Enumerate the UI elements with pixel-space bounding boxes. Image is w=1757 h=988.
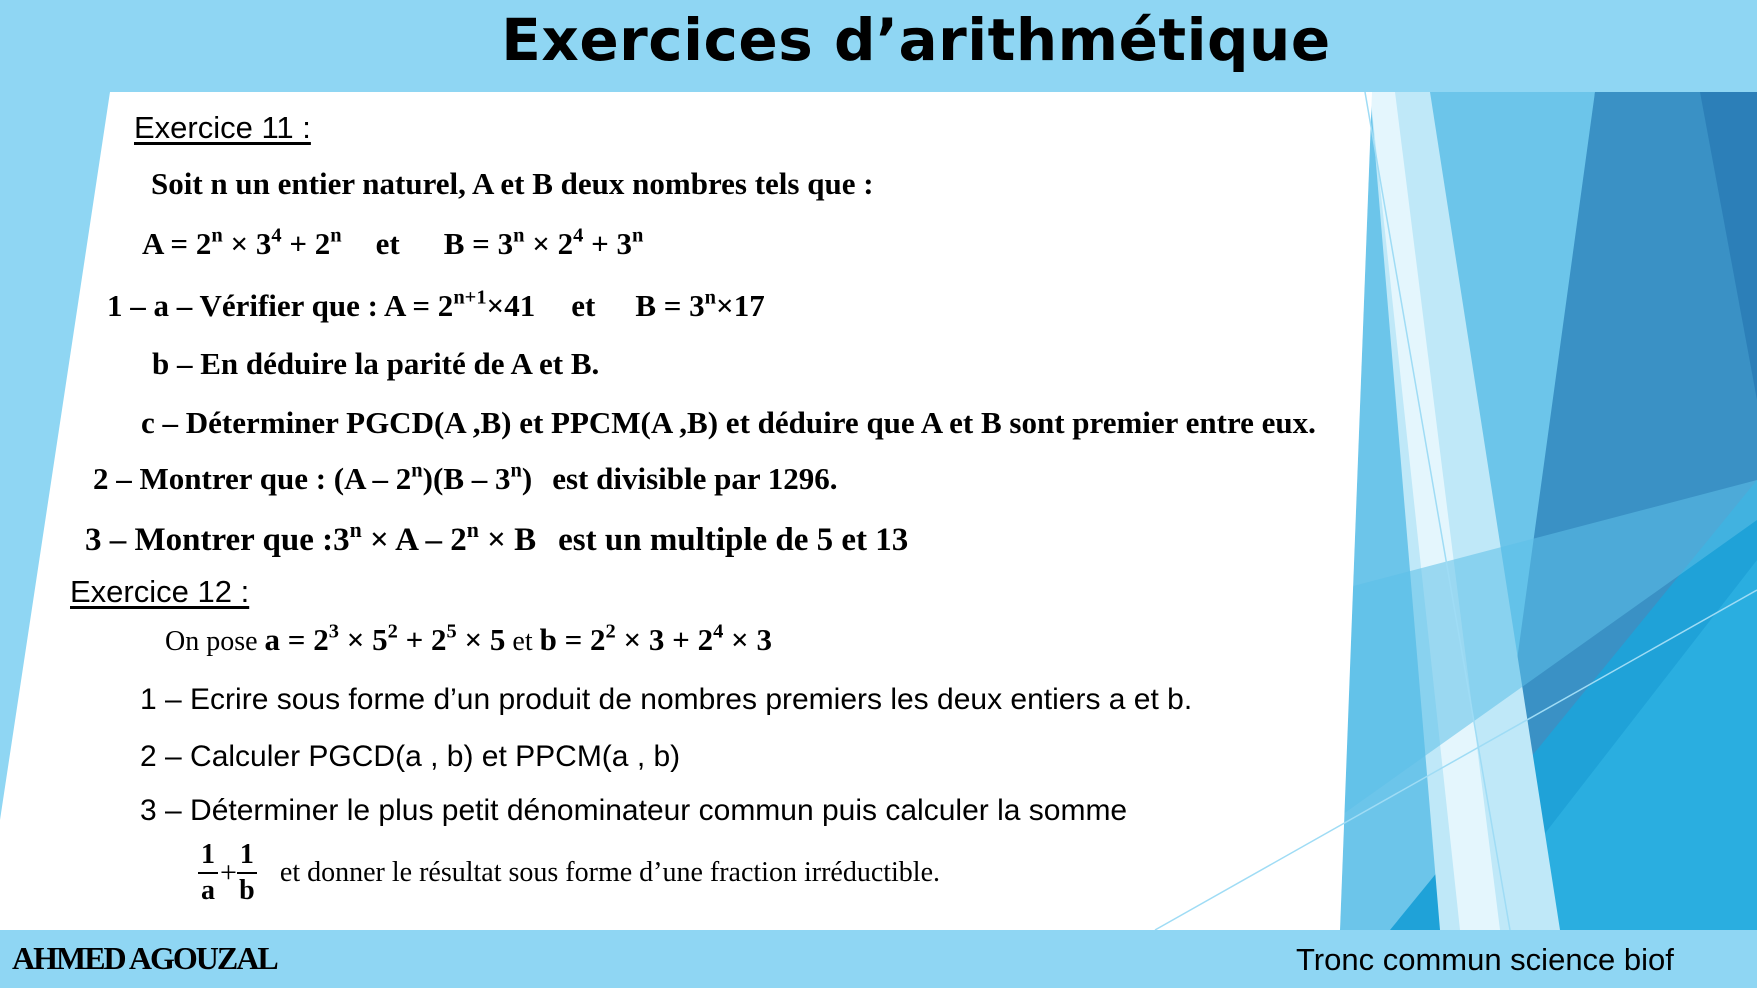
definition-ab: $A = 2^n \times 3^4 + 2^n$ et $B = 3^n \times 2^4 + 3^n$ <box>142 224 644 261</box>
question-1a: 1 – a – Vérifier que : $A = 2^{n+1}\times 41$ et $B = 3^n\times 17$ <box>107 286 765 323</box>
exercise-12-question-3: 3 – Déterminer le plus petit dénominateur commun puis calculer la somme <box>140 794 1128 827</box>
exercise-11-heading: Exercice 11 : <box>134 110 311 145</box>
exercise-12-heading: Exercice 12 : <box>70 574 250 609</box>
page-title: Exercices d’arithmétique <box>501 6 1331 74</box>
question-3: 3 – Montrer que $:3^n \times A - 2^n \times B$ est un multiple de 5 et 13 <box>85 517 909 558</box>
author-name: AHMED AGOUZAL <box>12 940 277 976</box>
question-2: 2 – Montrer que : (A – 2$^n$)(B – 3$^n$) est divisible par 1296. <box>93 459 838 496</box>
fraction-sum: $\frac{1}{a}$ + $\frac{1}{b}$ et donner le résultat sous forme d’une fraction irréductible. <box>198 838 940 908</box>
definition-a-b: On pose $a = 2^3 \times 5^2 + 2^5 \times 5$ et $b = 2^2 \times 3 + 2^4 \times 3$ <box>165 620 772 657</box>
question-1b: b – En déduire la parité de A et B. <box>152 346 600 381</box>
exercise-12-question-1: 1 – Ecrire sous forme d’un produit de nombres premiers les deux entiers a et b. <box>140 683 1193 716</box>
level-label: Tronc commun science biof <box>1296 942 1674 977</box>
exercise-12-question-2: 2 – Calculer PGCD(a , b) et PPCM(a , b) <box>140 740 681 773</box>
exercise-11-intro: Soit n un entier naturel, A et B deux nombres tels que : <box>151 166 874 201</box>
question-1c: c – Déterminer PGCD(A ,B) et PPCM(A ,B) et déduire que A et B sont premier entre eux. <box>141 405 1316 440</box>
